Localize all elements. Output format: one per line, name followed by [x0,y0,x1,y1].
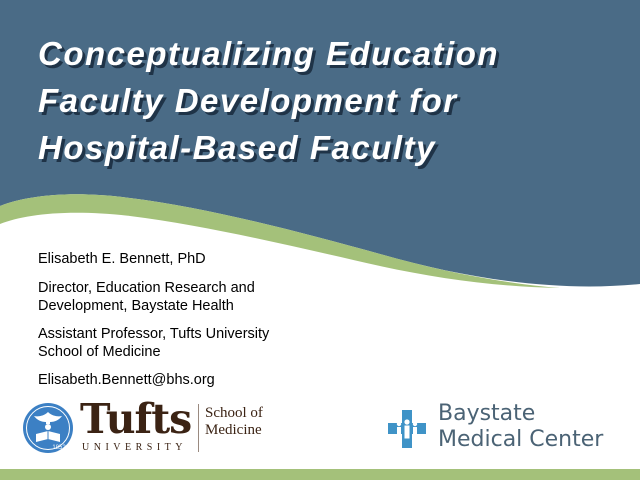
presenter-email[interactable]: Elisabeth.Bennett@bhs.org [38,372,215,388]
baystate-line-2: Medical Center [438,427,604,452]
slide-title [38,30,628,171]
school-line-1: School of [205,405,263,421]
presenter-role-1 [38,279,368,315]
school-line-2: Medicine [205,422,262,438]
role-1-line-2: Development, Baystate Health [38,298,234,314]
role-2-line-2: School of Medicine [38,344,161,360]
tufts-logo [22,395,282,456]
tufts-school-label [205,405,263,439]
title-line-3: Hospital-Based Faculty [38,129,436,166]
presenter-info [38,250,368,399]
tufts-seal-icon [22,402,74,454]
tufts-university-label: UNIVERSITY [82,442,187,453]
tufts-wordmark: Tufts [80,395,192,443]
presenter-role-2 [38,325,368,361]
tufts-divider [198,404,199,452]
role-2-line-1: Assistant Professor, Tufts University [38,326,270,342]
footer-green-bar [0,469,640,480]
role-1-line-1: Director, Education Research and [38,280,255,296]
seal-year: 1852 [52,445,66,451]
presenter-name: Elisabeth E. Bennett, PhD [38,251,206,267]
baystate-wordmark [438,401,603,453]
baystate-logo [388,402,628,458]
baystate-line-1: Baystate [438,401,536,426]
title-line-2: Faculty Development for [38,82,458,119]
title-line-1: Conceptualizing Education [38,35,500,72]
baystate-family-icon [388,410,426,448]
